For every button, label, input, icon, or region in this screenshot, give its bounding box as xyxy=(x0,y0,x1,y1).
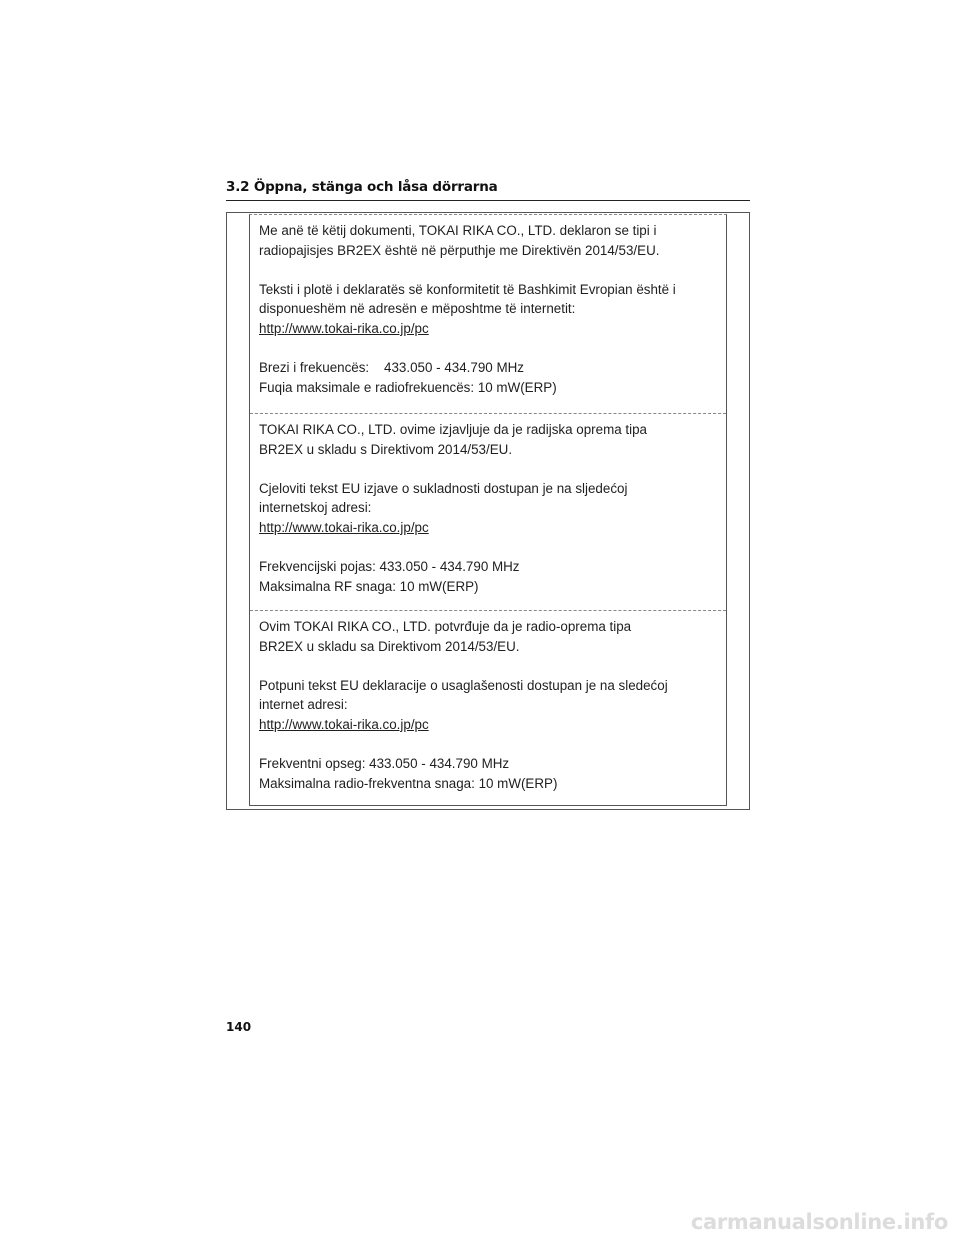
declaration-albanian xyxy=(250,215,726,397)
declaration-link[interactable]: http://www.tokai-rika.co.jp/pc xyxy=(259,716,429,732)
declaration-croatian xyxy=(250,413,726,596)
declaration-link[interactable]: http://www.tokai-rika.co.jp/pc xyxy=(259,320,429,336)
page-number: 140 xyxy=(226,1020,252,1034)
section-title: 3.2 Öppna, stänga och låsa dörrarna xyxy=(226,179,498,195)
declaration-box xyxy=(249,214,727,806)
watermark: carmanualsonline.info xyxy=(690,1210,948,1234)
declaration-text: Me anë të këtij dokumenti, TOKAI RIKA CO., LTD. deklaron se tipi i xyxy=(259,223,657,238)
section-header xyxy=(226,178,750,201)
declaration-text: internetskoj adresi: xyxy=(259,500,372,516)
declaration-text: Cjeloviti tekst EU izjave o sukladnosti dostupan je na sljedećoj xyxy=(259,480,628,496)
frequency-band: Frekventni opseg: 433.050 - 434.790 MHz xyxy=(259,756,510,772)
declaration-text: Potpuni tekst EU deklaracije o usaglašenosti dostupan je na sledećoj xyxy=(259,677,668,693)
declaration-text: Teksti i plotë i deklaratës së konformitetit të Bashkimit Evropian është i xyxy=(259,281,676,297)
declaration-text: TOKAI RIKA CO., LTD. ovime izjavljuje da je radijska oprema tipa xyxy=(259,422,647,437)
declaration-serbian xyxy=(250,610,726,793)
declaration-link[interactable]: http://www.tokai-rika.co.jp/pc xyxy=(259,519,429,535)
declaration-text: BR2EX u skladu s Direktivom 2014/53/EU. xyxy=(259,441,513,457)
declaration-text: disponueshëm në adresën e mëposhtme të internetit: xyxy=(259,301,576,317)
declaration-text: internet adresi: xyxy=(259,697,348,713)
max-power: Maksimalna radio-frekventna snaga: 10 mW(ERP) xyxy=(259,775,558,791)
declaration-frame xyxy=(226,212,750,810)
frequency-band: Brezi i frekuencës: 433.050 - 434.790 MHz xyxy=(259,360,524,376)
max-power: Fuqia maksimale e radiofrekuencës: 10 mW(ERP) xyxy=(259,379,557,395)
declaration-text: Ovim TOKAI RIKA CO., LTD. potvrđuje da je radio-oprema tipa xyxy=(259,619,632,634)
declaration-text: radiopajisjes BR2EX është në përputhje me Direktivën 2014/53/EU. xyxy=(259,242,660,258)
declaration-text: BR2EX u skladu sa Direktivom 2014/53/EU. xyxy=(259,638,520,654)
frequency-band: Frekvencijski pojas: 433.050 - 434.790 MHz xyxy=(259,559,520,575)
max-power: Maksimalna RF snaga: 10 mW(ERP) xyxy=(259,578,479,594)
